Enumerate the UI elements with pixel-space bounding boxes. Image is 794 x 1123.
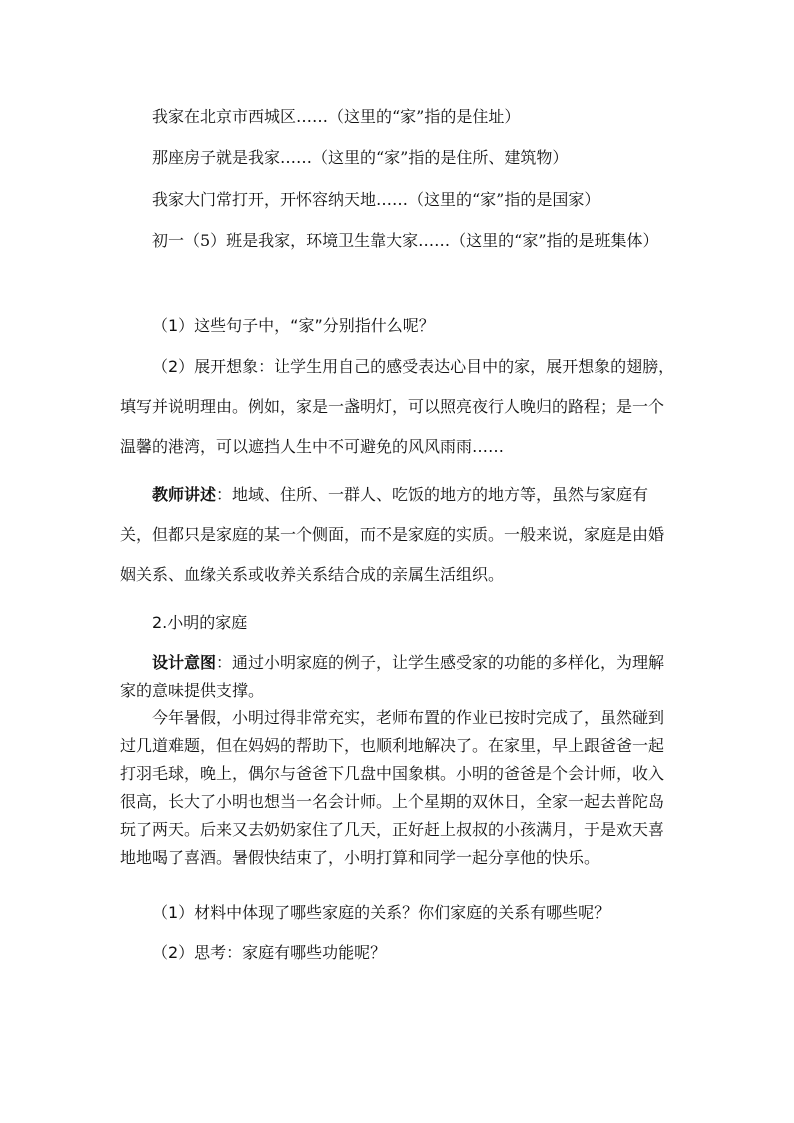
section-heading: 2.小明的家庭 [152, 613, 248, 632]
example-class: 初一（5）班是我家，环境卫生靠大家……（这里的“家”指的是班集体） [152, 231, 659, 250]
example-house: 那座房子就是我家……（这里的“家”指的是住所、建筑物） [152, 148, 569, 167]
design-label: 设计意图 [152, 653, 217, 672]
teacher-label: 教师讲述 [152, 485, 217, 504]
story-paragraph: 今年暑假，小明过得非常充实，老师布置的作业已按时完成了，虽然碰到过几道难题，但在妈妈的帮助下，也顺利地解决了。在家里，早上跟爸爸一起打羽毛球，晚上，偶尔与爸爸下几盘中国象棋。小明的爸爸是个会计师，收入很高，长大了小明也想当一名会计师。上个星期的双休日，全家一起去普陀岛玩了两天。后来又去奶奶家住了几天，正好赶上叔叔的小孩满月，于是欢天喜地地喝了喜酒。暑假快结束了，小明打算和同学一起分享他的快乐。 [120, 708, 665, 867]
example-address: 我家在北京市西城区……（这里的“家”指的是住址） [152, 107, 521, 126]
teacher-explanation [120, 475, 676, 595]
question-meaning: （1）这些句子中，“家”分别指什么呢？ [152, 316, 435, 335]
design-text: ：通过小明家庭的例子，让学生感受家的功能的多样化，为理解家的意味提供支撑。 [120, 653, 665, 700]
teacher-text: ：地域、住所、一群人、吃饭的地方的地方等，虽然与家庭有关，但都只是家庭的某一个侧面，而不是家庭的实质。一般来说，家庭是由婚姻关系、血缘关系或收养关系结合成的亲属生活组织。 [120, 485, 665, 584]
question-functions: （2）思考：家庭有哪些功能呢？ [152, 943, 387, 962]
example-country: 我家大门常打开，开怀容纳天地……（这里的“家”指的是国家） [152, 190, 601, 209]
design-intent [120, 649, 676, 705]
question-relations: （1）材料中体现了哪些家庭的关系？你们家庭的关系有哪些呢？ [152, 903, 611, 922]
question-imagine: （2）展开想象：让学生用自己的感受表达心目中的家，展开想象的翅膀，填写并说明理由。例如，家是一盏明灯，可以照亮夜行人晚归的路程；是一个温馨的港湾，可以遮挡人生中不可避免的风风雨雨…… [120, 357, 675, 456]
